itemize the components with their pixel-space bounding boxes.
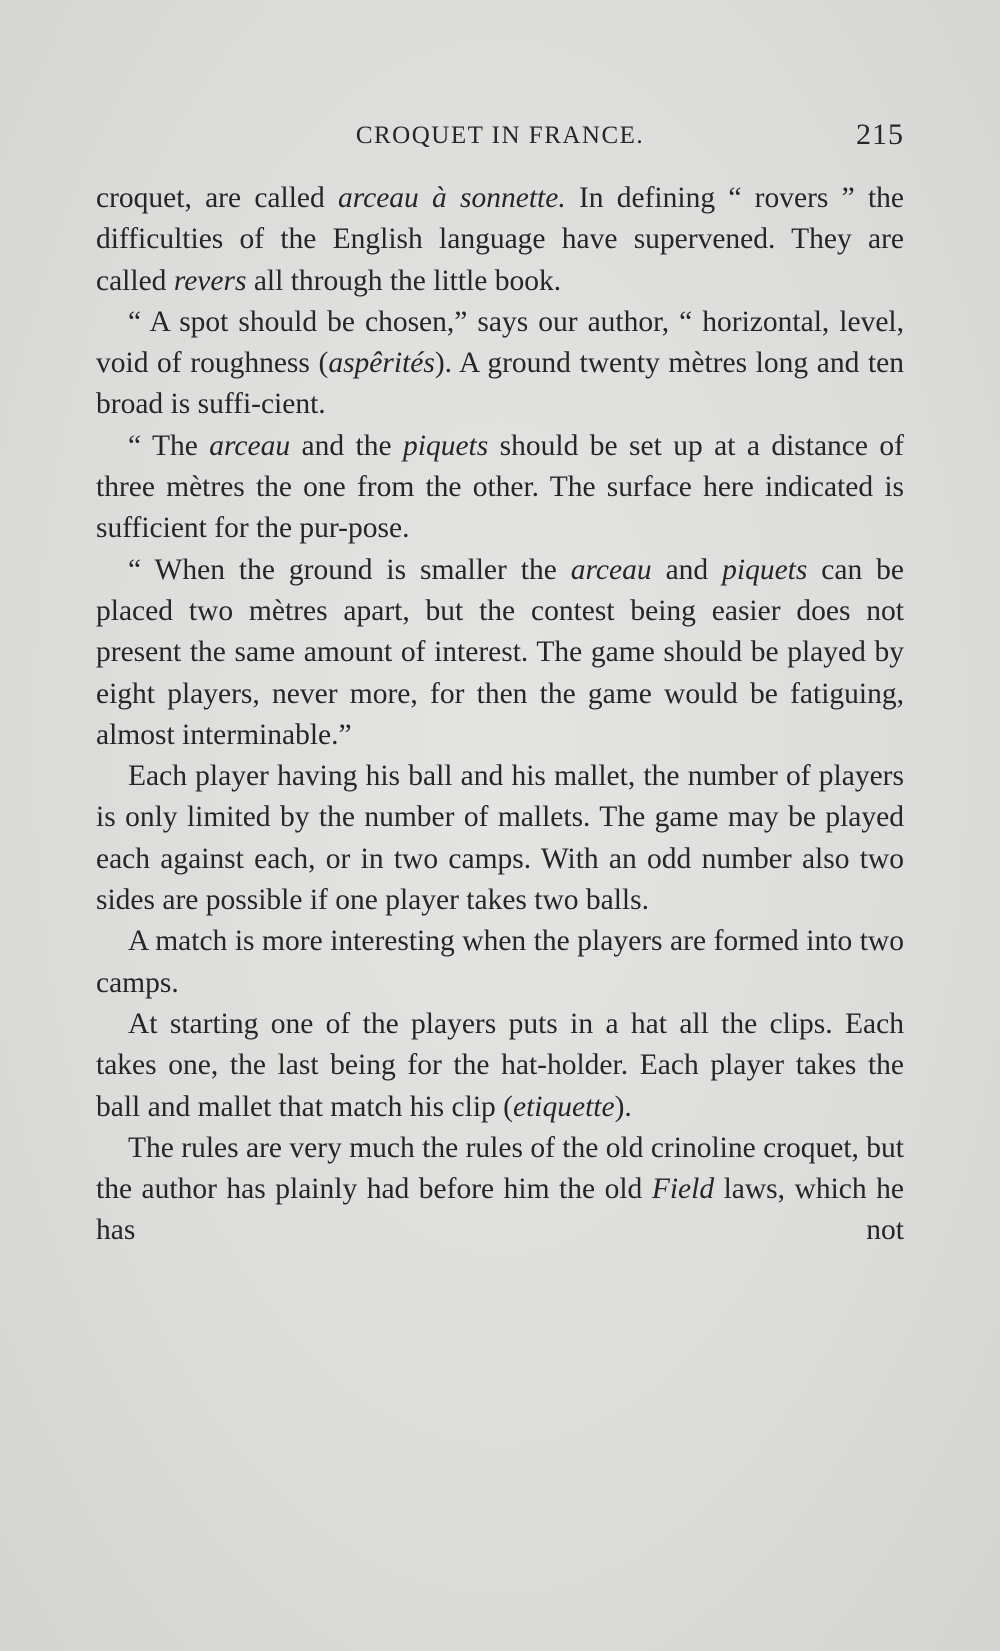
text-run: At starting one of the players puts in a hat all the clips. Each takes one, the last being for the hat-holder. Each player takes the ball and mallet that match his clip (: [96, 1007, 904, 1123]
paragraph: [96, 1004, 904, 1128]
italic-run: etiquette: [512, 1090, 615, 1123]
paragraph: [96, 302, 904, 426]
text-run: can be placed two mètres apart, but the contest being easier does not present the same amount of interest. The game should be played by eight players, never more, for then the game would be fatiguing, almost interminable.”: [96, 553, 905, 751]
page-number: 215: [856, 118, 904, 151]
text-run: ).: [614, 1090, 632, 1123]
text-run: and the: [290, 429, 403, 462]
italic-run: arceau: [209, 429, 291, 462]
text-run: ). A ground twenty mètres long and ten broad is suffi-cient.: [96, 347, 904, 421]
text-run: Each player having his ball and his mallet, the number of players is only limited by the number of mallets. The game may be played each against each, or in two camps. With an odd number also two sides are possible if one player takes two balls.: [96, 760, 904, 917]
paragraph: [96, 426, 904, 550]
text-run: croquet, are called: [96, 182, 338, 214]
text-run: A match is more interesting when the players are formed into two camps.: [96, 925, 904, 999]
page-header: [96, 118, 904, 158]
italic-run: arceau à sonnette.: [337, 182, 566, 214]
paragraph: [96, 756, 904, 921]
italic-run: Field: [651, 1173, 715, 1206]
text-run: “ A spot should be chosen,” says our author, “ horizontal, level, void of roughness (: [96, 305, 904, 380]
italic-run: piquets: [403, 429, 489, 462]
text-run: “ When the ground is smaller the: [128, 553, 571, 586]
italic-run: revers: [173, 264, 247, 297]
text-run: all through the little book.: [246, 264, 562, 297]
body-text: [96, 178, 904, 1252]
text-run: The rules are very much the rules of the old crinoline croquet, but the author has plainly had before him the old: [96, 1131, 904, 1206]
text-run: “ The: [128, 429, 210, 462]
paragraph: [96, 550, 904, 756]
paragraph: [96, 1128, 904, 1252]
italic-run: arceau: [570, 553, 652, 586]
italic-run: piquets: [722, 553, 808, 586]
text-run: In defining “ rovers ” the difficulties of the English language have supervened. They are called: [96, 182, 904, 297]
text-run: and: [651, 553, 723, 586]
running-head: CROQUET IN FRANCE.: [355, 122, 645, 149]
paragraph: [96, 921, 904, 1004]
italic-run: aspêrités: [328, 347, 435, 380]
text-run: laws, which he has not: [96, 1173, 904, 1247]
paragraph: [96, 178, 904, 302]
text-run: should be set up at a distance of three mètres the one from the other. The surface here indicated is sufficient for the pur-pose.: [96, 429, 904, 545]
